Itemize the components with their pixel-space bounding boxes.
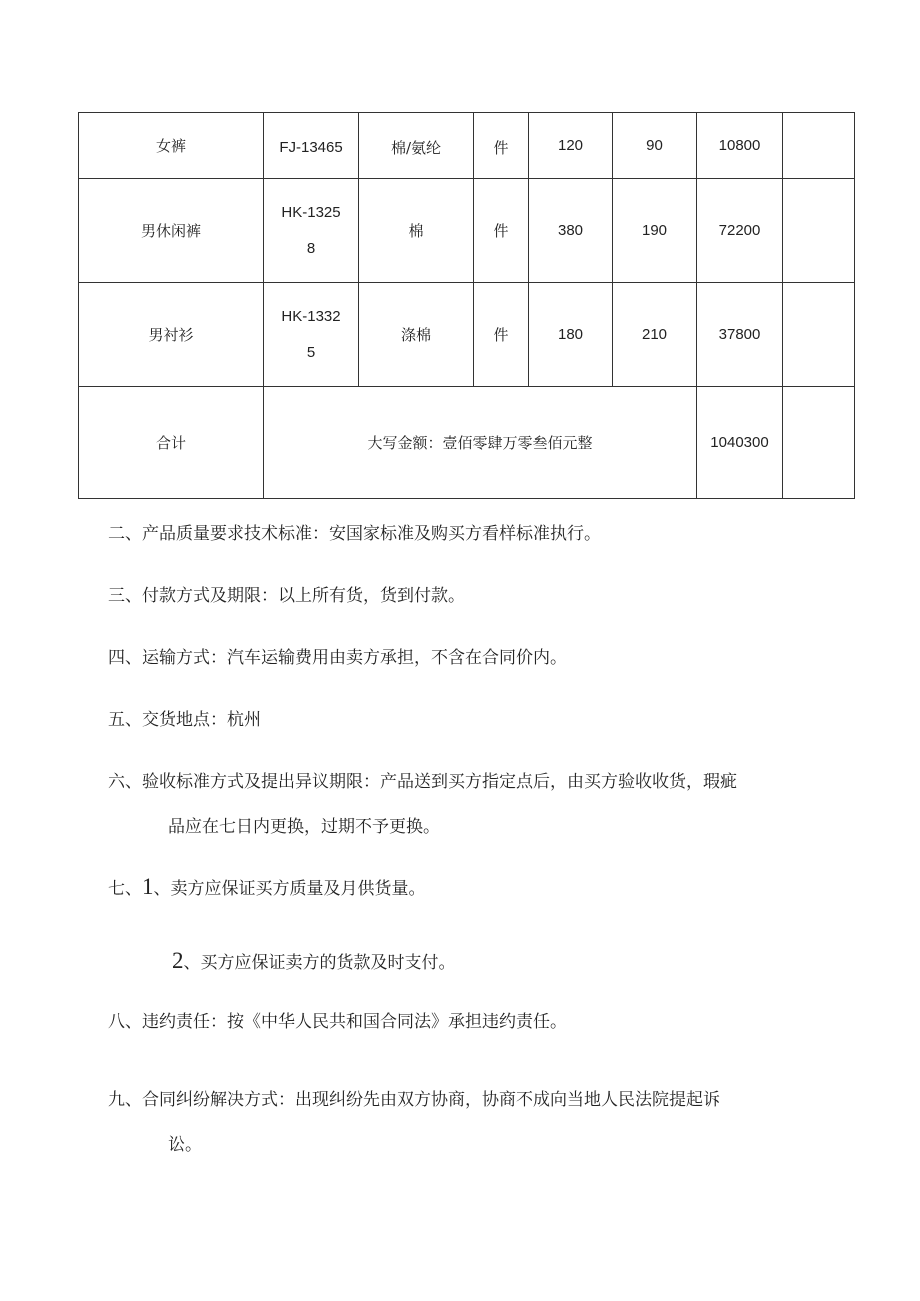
cell-unit-price: 190 (613, 179, 697, 283)
cell-amount: 10800 (697, 113, 783, 179)
cell-note (783, 179, 855, 283)
clause-guarantee-1 (108, 864, 868, 912)
cell-note (783, 113, 855, 179)
clause-guarantee-num2: 2 (172, 948, 184, 973)
cell-quantity: 120 (529, 113, 613, 179)
clause-guarantee-prefix: 七、 (108, 879, 142, 899)
cell-material: 涤棉 (359, 283, 474, 387)
total-amount: 1040300 (697, 387, 783, 499)
cell-amount: 37800 (697, 283, 783, 387)
cell-product-code: HK-13325 (264, 283, 359, 387)
clause-transport: 四、运输方式：汽车运输费用由卖方承担，不含在合同价内。 (108, 648, 567, 668)
clause-quality: 二、产品质量要求技术标准：安国家标准及购买方看样标准执行。 (108, 524, 601, 544)
clause-dispute (108, 1078, 868, 1168)
clause-payment: 三、付款方式及期限：以上所有货，货到付款。 (108, 586, 465, 606)
clause-acceptance-line2: 品应在七日内更换，过期不予更换。 (168, 817, 440, 837)
clause-dispute-line1: 九、合同纠纷解决方式：出现纠纷先由双方协商，协商不成向当地人民法院提起诉 (108, 1090, 720, 1110)
cell-unit-price: 210 (613, 283, 697, 387)
table-total-row (79, 387, 855, 499)
cell-unit: 件 (474, 283, 529, 387)
clause-liability: 八、违约责任：按《中华人民共和国合同法》承担违约责任。 (108, 1012, 567, 1032)
cell-product-code: FJ-13465 (264, 113, 359, 179)
cell-note (783, 283, 855, 387)
cell-unit: 件 (474, 113, 529, 179)
clause-guarantee-text2: 、买方应保证卖方的货款及时支付。 (183, 953, 456, 973)
total-label: 合计 (79, 387, 264, 499)
cell-unit-price: 90 (613, 113, 697, 179)
table-row (79, 179, 855, 283)
clause-guarantee-text1: 、卖方应保证买方质量及月供货量。 (153, 879, 426, 899)
cell-quantity: 380 (529, 179, 613, 283)
goods-table (78, 112, 855, 499)
cell-amount: 72200 (697, 179, 783, 283)
total-capital-amount: 大写金额：壹佰零肆万零叁佰元整 (264, 387, 697, 499)
cell-quantity: 180 (529, 283, 613, 387)
clause-dispute-line2: 讼。 (168, 1135, 202, 1155)
clause-guarantee-num1: 1 (142, 874, 154, 899)
cell-product-name: 女裤 (79, 113, 264, 179)
cell-unit: 件 (474, 179, 529, 283)
cell-product-code: HK-13258 (264, 179, 359, 283)
clause-delivery-place: 五、交货地点：杭州 (108, 710, 261, 730)
cell-material: 棉 (359, 179, 474, 283)
total-note (783, 387, 855, 499)
cell-material: 棉/氨纶 (359, 113, 474, 179)
clause-acceptance (108, 760, 868, 850)
cell-product-name: 男衬衫 (79, 283, 264, 387)
table-row (79, 113, 855, 179)
clause-guarantee-2 (172, 938, 920, 986)
table-row (79, 283, 855, 387)
clause-acceptance-line1: 六、验收标准方式及提出异议期限：产品送到买方指定点后，由买方验收收货，瑕疵 (108, 772, 737, 792)
cell-product-name: 男休闲裤 (79, 179, 264, 283)
